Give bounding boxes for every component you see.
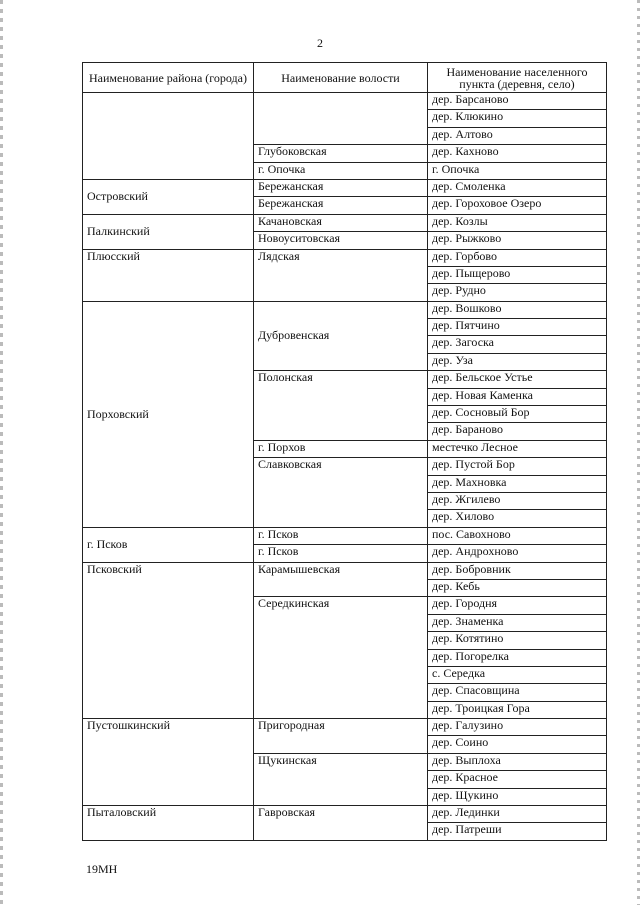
table-row [83,249,607,266]
settlement-cell: местечко Лесное [428,440,607,457]
table-body [83,93,607,841]
header-district: Наименование района (города) [83,63,254,93]
district-cell: Порховский [83,301,254,527]
settlement-cell: дер. Городня [428,597,607,614]
settlement-cell: дер. Бельское Устье [428,371,607,388]
volost-cell: Дубровенская [254,301,428,371]
settlement-cell: дер. Рыжково [428,232,607,249]
volost-cell: Гавровская [254,806,428,841]
volost-cell: г. Порхов [254,440,428,457]
district-cell: Палкинский [83,214,254,249]
volost-cell: г. Псков [254,545,428,562]
volost-cell: Славковская [254,458,428,528]
settlement-cell: дер. Кебь [428,579,607,596]
settlement-cell: дер. Пятчино [428,319,607,336]
volost-cell: Полонская [254,371,428,441]
district-cell: Островский [83,179,254,214]
settlement-cell: дер. Клюкино [428,110,607,127]
volost-cell: Глубоковская [254,145,428,162]
settlement-cell: дер. Барсаново [428,93,607,110]
volost-cell: Карамышевская [254,562,428,597]
settlement-cell: дер. Пустой Бор [428,458,607,475]
volost-cell: Щукинская [254,753,428,805]
settlement-cell: дер. Андрохново [428,545,607,562]
settlement-cell: дер. Махновка [428,475,607,492]
settlement-cell: дер. Знаменка [428,614,607,631]
settlement-cell: г. Опочка [428,162,607,179]
settlements-table [82,62,607,841]
footer-code: 19МН [86,862,118,876]
settlement-cell: дер. Вошково [428,301,607,318]
district-cell: Плюсский [83,249,254,301]
table-row [83,806,607,823]
volost-cell: Лядская [254,249,428,301]
settlement-cell: дер. Красное [428,771,607,788]
settlement-cell: дер. Смоленка [428,179,607,196]
settlement-cell: дер. Троицкая Гора [428,701,607,718]
settlement-cell: пос. Савохново [428,527,607,544]
table-row [83,527,607,544]
settlement-cell: дер. Выплоха [428,753,607,770]
district-cell: Пустошкинский [83,719,254,806]
settlement-cell: дер. Новая Каменка [428,388,607,405]
district-cell: Пыталовский [83,806,254,841]
settlement-cell: дер. Бобровник [428,562,607,579]
settlement-cell: дер. Щукино [428,788,607,805]
settlement-cell: дер. Хилово [428,510,607,527]
settlement-cell: дер. Пыщерово [428,266,607,283]
volost-cell: Новоуситовская [254,232,428,249]
header-volost: Наименование волости [254,63,428,93]
settlement-cell: дер. Уза [428,353,607,370]
volost-cell: Пригородная [254,719,428,754]
volost-cell: Бережанская [254,179,428,196]
page-number: 2 [317,36,323,50]
volost-cell: г. Псков [254,527,428,544]
district-cell: г. Псков [83,527,254,562]
settlement-cell: дер. Алтово [428,127,607,144]
settlement-cell: дер. Сосновый Бор [428,406,607,423]
table-row [83,562,607,579]
settlement-cell: дер. Погорелка [428,649,607,666]
settlement-cell: дер. Спасовщина [428,684,607,701]
settlement-cell: дер. Галузино [428,719,607,736]
settlement-cell: дер. Бараново [428,423,607,440]
table-header-row [83,63,607,93]
settlement-cell: дер. Жгилево [428,492,607,509]
table-row [83,719,607,736]
volost-cell: Середкинская [254,597,428,719]
settlement-cell: дер. Лединки [428,806,607,823]
table-row [83,93,607,110]
settlement-cell: дер. Горбово [428,249,607,266]
settlement-cell: дер. Соино [428,736,607,753]
settlement-cell: дер. Гороховое Озеро [428,197,607,214]
settlement-cell: дер. Кахново [428,145,607,162]
scan-edge-left [0,0,3,905]
volost-cell: Бережанская [254,197,428,214]
settlement-cell: дер. Рудно [428,284,607,301]
settlement-cell: дер. Козлы [428,214,607,231]
table-row [83,301,607,318]
settlement-cell: с. Середка [428,666,607,683]
volost-cell [254,93,428,145]
header-settlement: Наименование населенного пункта (деревня, село) [428,63,607,93]
volost-cell: Качановская [254,214,428,231]
district-cell [83,93,254,180]
district-cell: Псковский [83,562,254,719]
settlement-cell: дер. Загоска [428,336,607,353]
settlement-cell: дер. Котятино [428,632,607,649]
table-row [83,179,607,196]
table-row [83,214,607,231]
volost-cell: г. Опочка [254,162,428,179]
settlement-cell: дер. Патреши [428,823,607,840]
